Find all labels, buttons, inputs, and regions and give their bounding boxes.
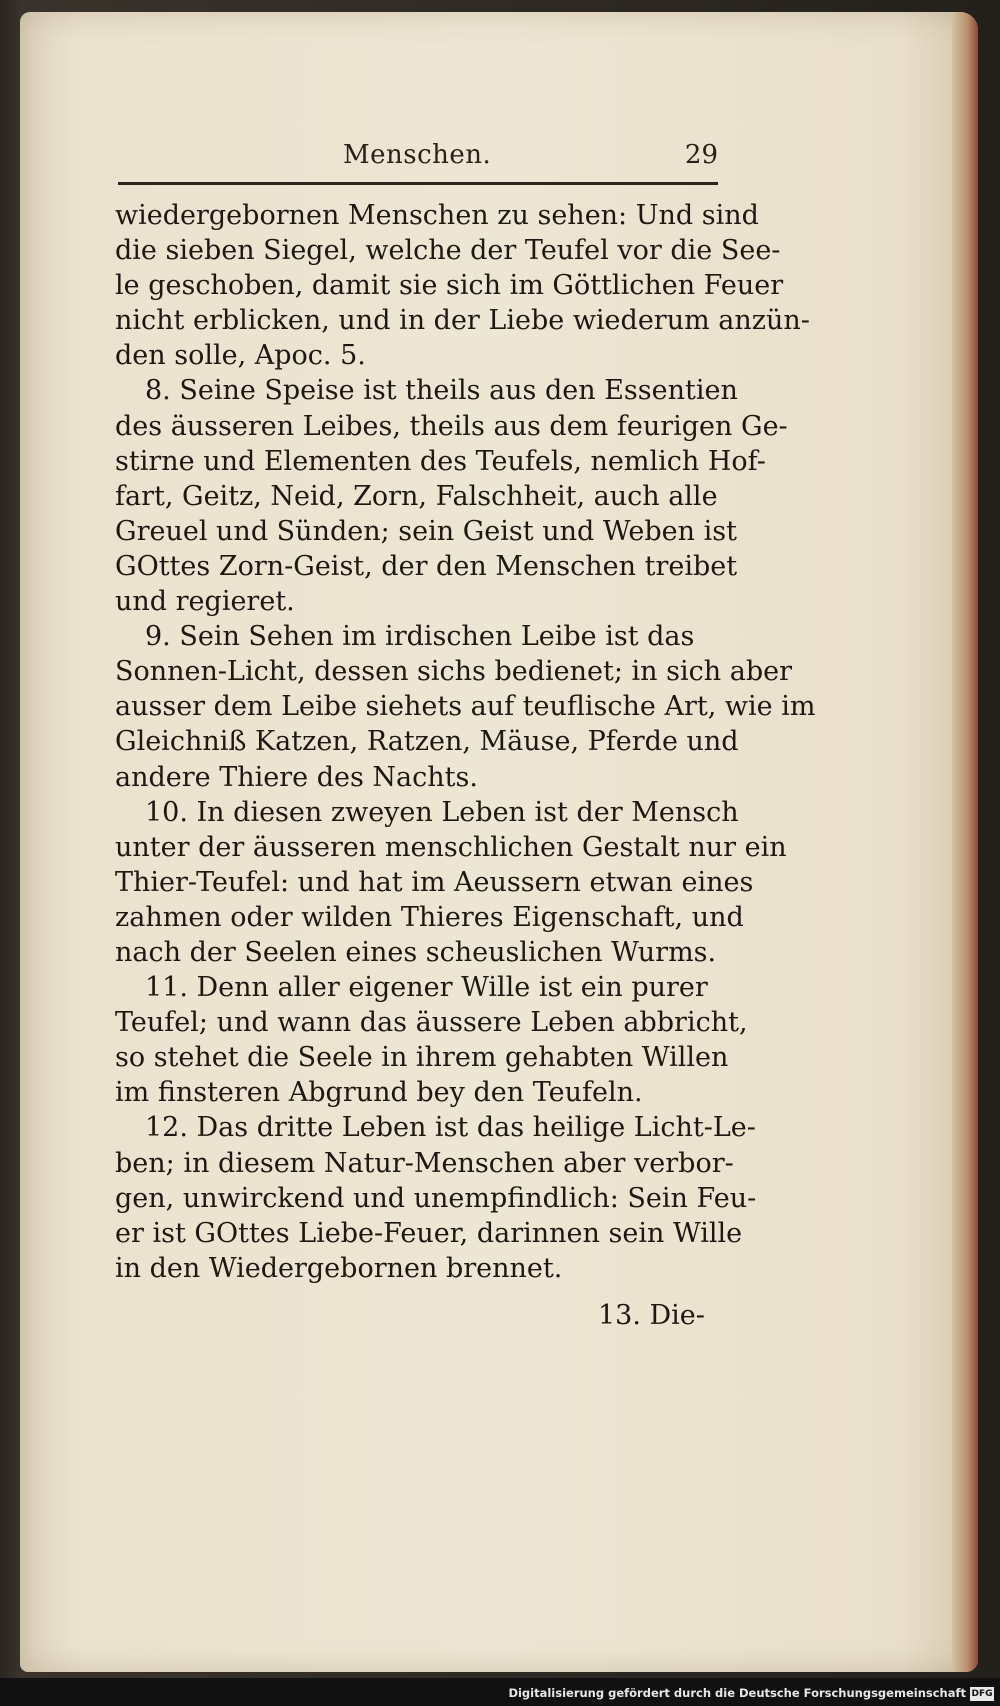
text-line: Thier-Teufel: und hat im Aeussern etwan eines: [115, 866, 754, 898]
dfg-logo-icon: DFG: [971, 1689, 993, 1699]
text-line: ben; in diesem Natur-Menschen aber verbor-: [115, 1147, 734, 1179]
page-number: 29: [684, 140, 718, 170]
text-line: so stehet die Seele in ihrem gehabten Willen: [115, 1042, 729, 1074]
text-line: und regieret.: [115, 586, 295, 618]
funding-credit: Digitalisierung gefördert durch die Deutsche Forschungsgemeinschaft: [508, 1686, 966, 1700]
digitization-footer: [0, 1678, 1000, 1706]
text-line: des äusseren Leibes, theils aus dem feurigen Ge-: [115, 410, 788, 442]
text-line: stirne und Elementen des Teufels, nemlich Hof-: [115, 445, 766, 477]
header-rule: [118, 182, 718, 185]
text-line: unter der äusseren menschlichen Gestalt nur ein: [115, 831, 787, 863]
text-line: nicht erblicken, und in der Liebe wiederum anzün-: [115, 305, 810, 337]
text-line: wiedergebornen Menschen zu sehen: Und sind: [115, 200, 759, 231]
page-header: [118, 140, 718, 190]
text-line: le geschoben, damit sie sich im Göttlichen Feuer: [115, 270, 784, 302]
running-head: Menschen.: [343, 140, 492, 170]
paragraph-start: 12. Das dritte Leben ist das heilige Licht-Le-: [145, 1112, 756, 1144]
text-line: Greuel und Sünden; sein Geist und Weben ist: [115, 515, 737, 547]
catchword: 13. Die-: [598, 1300, 705, 1331]
text-line: die sieben Siegel, welche der Teufel vor die See-: [115, 235, 781, 267]
text-line: Sonnen-Licht, dessen sichs bedienet; in sich aber: [115, 656, 792, 688]
text-line: Teufel; und wann das äussere Leben abbricht,: [115, 1007, 748, 1039]
body-text: [115, 198, 816, 1286]
paragraph-start: 10. In diesen zweyen Leben ist der Mensch: [145, 796, 739, 828]
text-line: nach der Seelen eines scheuslichen Wurms.: [115, 936, 717, 968]
paragraph-start: 11. Denn aller eigener Wille ist ein purer: [145, 972, 708, 1004]
paragraph-start: 9. Sein Sehen im irdischen Leibe ist das: [145, 621, 695, 653]
text-line: er ist GOttes Liebe-Feuer, darinnen sein Wille: [115, 1217, 743, 1249]
text-line: Gleichniß Katzen, Ratzen, Mäuse, Pferde und: [115, 726, 739, 758]
text-line: ausser dem Leibe siehets auf teuflische Art, wie im: [115, 691, 816, 723]
text-line: fart, Geitz, Neid, Zorn, Falschheit, auch alle: [115, 480, 718, 512]
page-edge: [952, 12, 978, 1672]
text-line: zahmen oder wilden Thieres Eigenschaft, und: [115, 901, 744, 933]
text-line: im finsteren Abgrund bey den Teufeln.: [115, 1077, 643, 1109]
text-line: andere Thiere des Nachts.: [115, 761, 478, 793]
paragraph-start: 8. Seine Speise ist theils aus den Essentien: [145, 375, 738, 407]
text-line: GOttes Zorn-Geist, der den Menschen treibet: [115, 550, 738, 582]
text-line: gen, unwirckend und unempfindlich: Sein Feu-: [115, 1182, 757, 1214]
text-line: den solle, Apoc. 5.: [115, 340, 366, 372]
text-line: in den Wiedergebornen brennet.: [115, 1252, 563, 1284]
